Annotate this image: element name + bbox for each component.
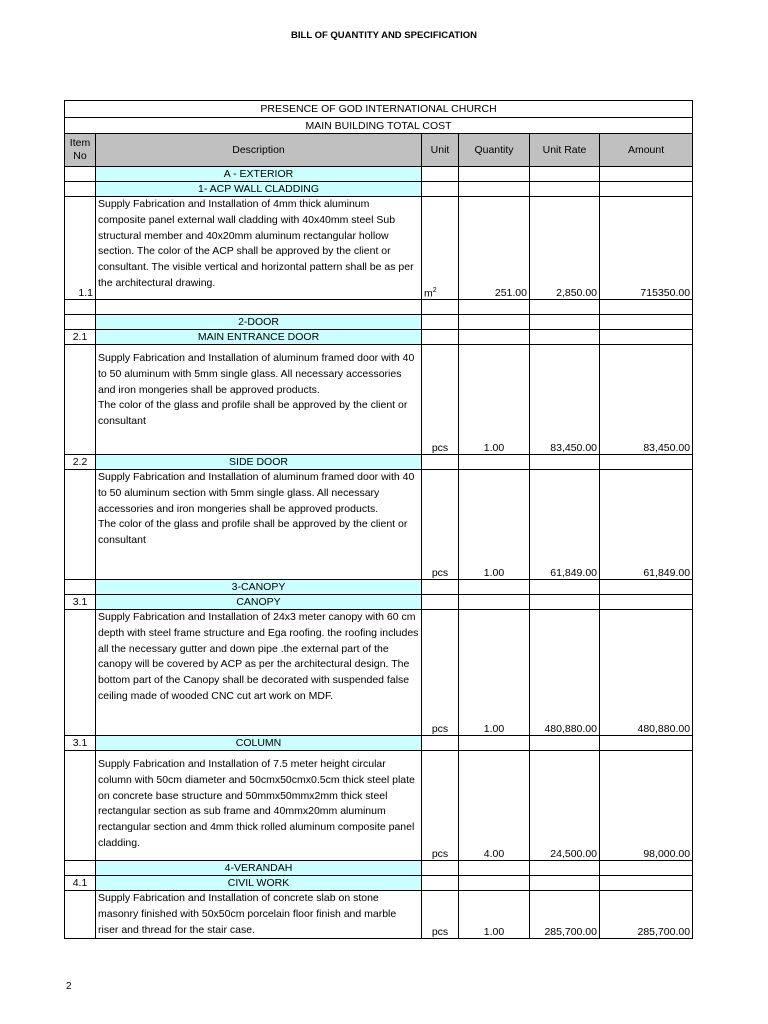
- page-number: 2: [66, 981, 72, 992]
- item-unit-rate: 61,849.00: [530, 470, 600, 580]
- item-quantity: 1.00: [459, 610, 530, 736]
- section-row: [65, 736, 693, 751]
- col-amount: Amount: [600, 134, 693, 167]
- table-row: [65, 345, 693, 455]
- section-heading: 3-CANOPY: [96, 580, 422, 595]
- item-unit: pcs: [422, 891, 459, 939]
- item-amount: 480,880.00: [600, 610, 693, 736]
- item-quantity: 251.00: [459, 197, 530, 300]
- item-description: Supply Fabrication and Installation of 7.5 meter height circular column with 50cm diameter and 50cmx50cmx0.5cm thick steel plate on concrete base structure and 50mmx50mmx2mm thick steel rectangular section as sub frame and 40mmx20mm aluminum rectangular section and 4mm thick rolled aluminum composite panel cladding.: [96, 751, 422, 861]
- item-unit: pcs: [422, 345, 459, 455]
- item-no: 2.1: [65, 330, 96, 345]
- section-row: [65, 595, 693, 610]
- section-row: [65, 876, 693, 891]
- document-title: BILL OF QUANTITY AND SPECIFICATION: [291, 30, 477, 41]
- section-row: [65, 182, 693, 197]
- item-description: Supply Fabrication and Installation of concrete slab on stone masonry finished with 50x50cm porcelain floor finish and marble riser and thread for the stair case.: [96, 891, 422, 939]
- item-description: Supply Fabrication and Installation of 4mm thick aluminum composite panel external wall cladding with 40x40mm steel Sub structural member and 40x20mm aluminum rectangular hollow section. The color of the ACP shall be approved by the client or consultant. The visible vertical and horizontal pattern shall be as per the architectural drawing.: [96, 197, 422, 300]
- subsection-heading: CANOPY: [96, 595, 422, 610]
- table-row: [65, 197, 693, 300]
- item-description: Supply Fabrication and Installation of aluminum framed door with 40 to 50 aluminum section with 5mm single glass. All necessary accessories and iron mongeries shall be approved products. The color of the glass and profile shall be approved by the client or consultant: [96, 470, 422, 580]
- subsection-heading: COLUMN: [96, 736, 422, 751]
- section-heading: A - EXTERIOR: [96, 167, 422, 182]
- item-no: 2.2: [65, 455, 96, 470]
- col-unit-rate: Unit Rate: [530, 134, 600, 167]
- subsection-heading: MAIN ENTRANCE DOOR: [96, 330, 422, 345]
- table-row: [65, 470, 693, 580]
- col-unit: Unit: [422, 134, 459, 167]
- project-row: [65, 101, 693, 118]
- item-quantity: 1.00: [459, 891, 530, 939]
- table-subtitle: MAIN BUILDING TOTAL COST: [65, 118, 693, 134]
- section-row: [65, 330, 693, 345]
- item-quantity: 4.00: [459, 751, 530, 861]
- spacer-row: [65, 300, 693, 315]
- section-row: [65, 861, 693, 876]
- section-row: [65, 315, 693, 330]
- section-heading: 2-DOOR: [96, 315, 422, 330]
- subsection-heading: SIDE DOOR: [96, 455, 422, 470]
- section-row: [65, 167, 693, 182]
- item-unit: pcs: [422, 610, 459, 736]
- item-unit-rate: 2,850.00: [530, 197, 600, 300]
- item-description: Supply Fabrication and Installation of aluminum framed door with 40 to 50 aluminum with 5mm single glass. All necessary accessories and iron mongeries shall be approved products. The color of the glass and profile shall be approved by the client or consultant: [96, 345, 422, 455]
- item-unit-rate: 480,880.00: [530, 610, 600, 736]
- subtitle-row: [65, 118, 693, 134]
- item-quantity: 1.00: [459, 470, 530, 580]
- subsection-heading: CIVIL WORK: [96, 876, 422, 891]
- item-amount: 83,450.00: [600, 345, 693, 455]
- item-unit: $m^2$: [422, 197, 459, 300]
- section-row: [65, 455, 693, 470]
- section-heading: 1- ACP WALL CLADDING: [96, 182, 422, 197]
- table-row: [65, 751, 693, 861]
- table-row: [65, 610, 693, 736]
- item-unit: pcs: [422, 751, 459, 861]
- table-row: [65, 891, 693, 939]
- item-no: 3.1: [65, 595, 96, 610]
- section-heading: 4-VERANDAH: [96, 861, 422, 876]
- item-unit-rate: 285,700.00: [530, 891, 600, 939]
- col-quantity: Quantity: [459, 134, 530, 167]
- item-unit-rate: 24,500.00: [530, 751, 600, 861]
- column-header-row: [65, 134, 693, 167]
- item-no: 1.1: [65, 197, 96, 300]
- item-no: 4.1: [65, 876, 96, 891]
- boq-table: [64, 100, 693, 939]
- project-name: PRESENCE OF GOD INTERNATIONAL CHURCH: [65, 101, 693, 118]
- item-unit-rate: 83,450.00: [530, 345, 600, 455]
- item-amount: 715350.00: [600, 197, 693, 300]
- col-item-no: Item No: [65, 134, 96, 167]
- item-no: 3.1: [65, 736, 96, 751]
- item-amount: 61,849.00: [600, 470, 693, 580]
- col-description: Description: [96, 134, 422, 167]
- item-description: Supply Fabrication and Installation of 24x3 meter canopy with 60 cm depth with steel frame structure and Ega roofing. the roofing includes all the necessary gutter and down pipe .the external part of the canopy will be covered by ACP as per the architectural design. The bottom part of the Canopy shall be decorated with suspended false ceiling made of wooded CNC cut art work on MDF.: [96, 610, 422, 736]
- item-unit: pcs: [422, 470, 459, 580]
- item-amount: 98,000.00: [600, 751, 693, 861]
- item-quantity: 1.00: [459, 345, 530, 455]
- item-amount: 285,700.00: [600, 891, 693, 939]
- section-row: [65, 580, 693, 595]
